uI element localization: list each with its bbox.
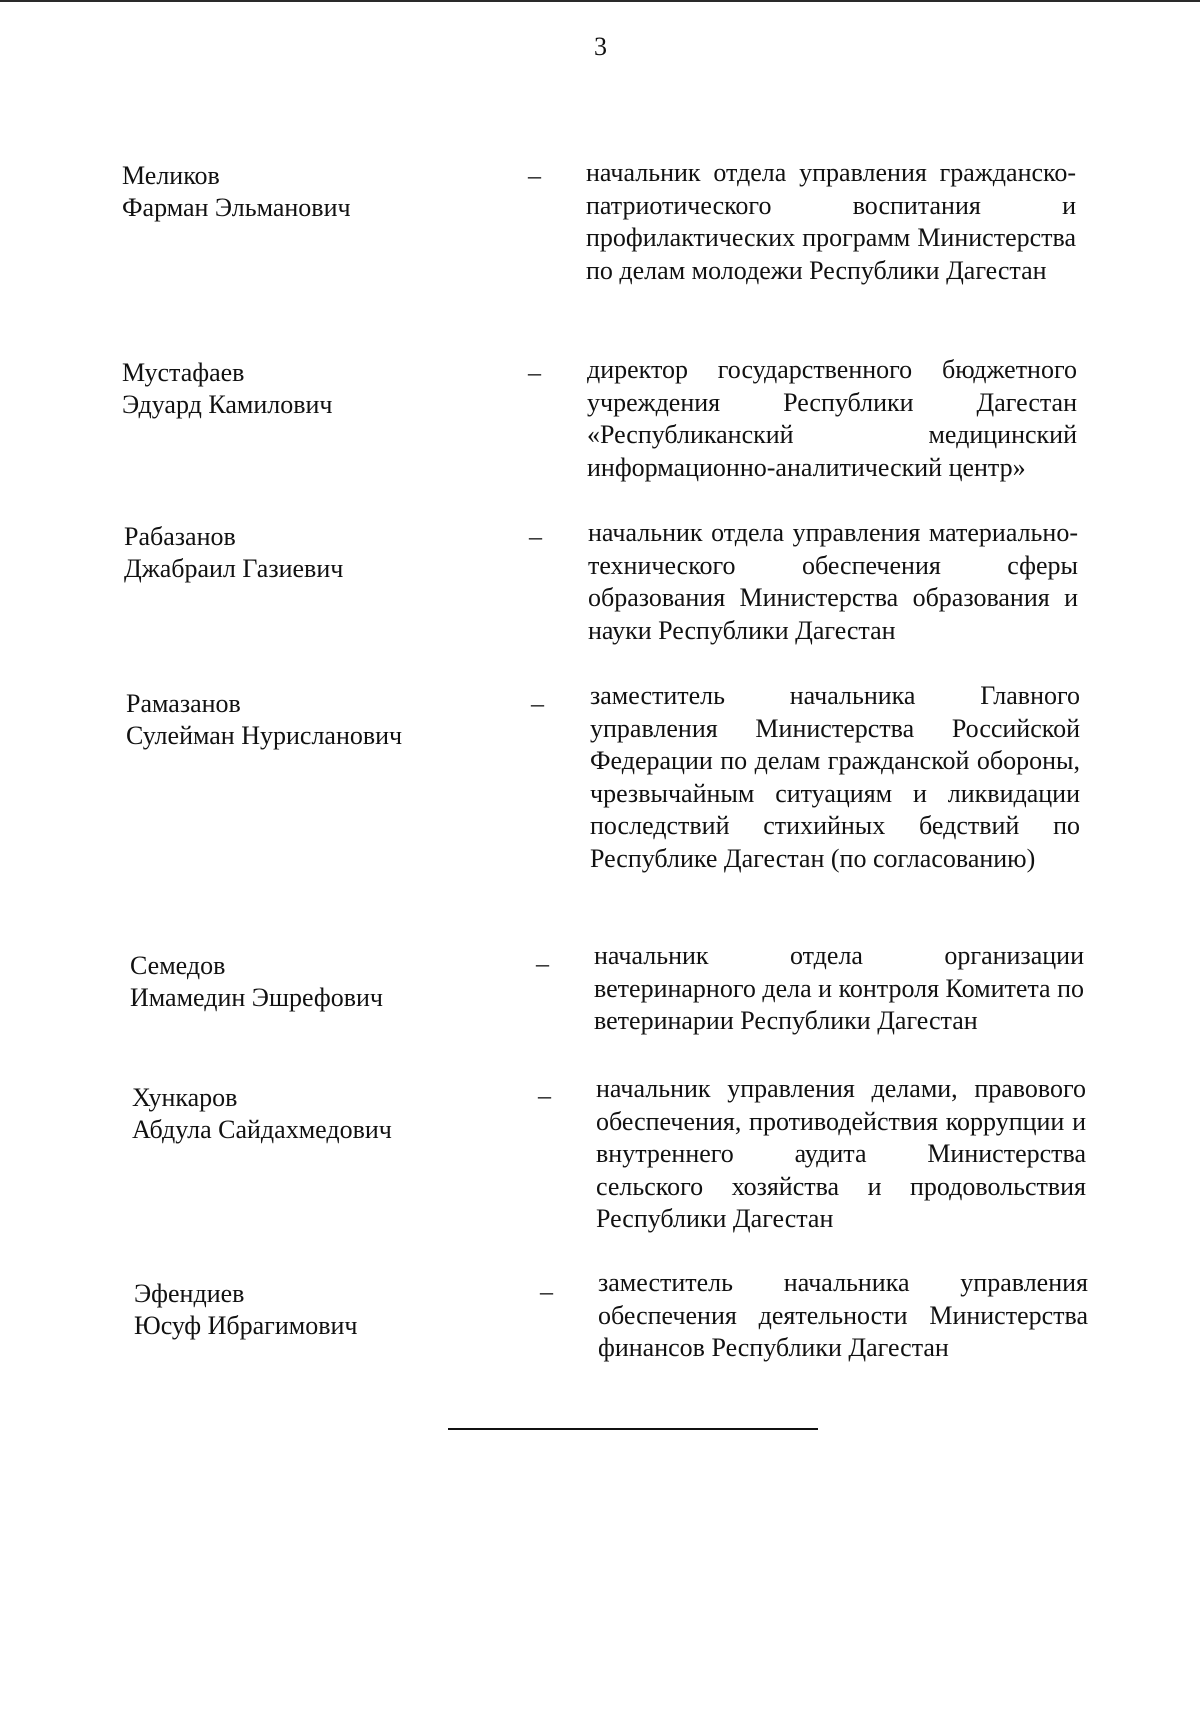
- entry-dash: –: [529, 522, 542, 551]
- person-name: [122, 160, 351, 224]
- person-given-names: Сулейман Нурисланович: [126, 721, 403, 750]
- person-given-names: Юсуф Ибрагимович: [134, 1311, 358, 1340]
- person-name: [126, 688, 402, 752]
- person-surname: Мустафаев: [122, 358, 245, 387]
- person-name: [132, 1082, 392, 1146]
- person-surname: Хункаров: [132, 1083, 238, 1112]
- entry-dash: –: [540, 1277, 553, 1306]
- person-position: начальник отдела организации ветеринарного дела и контроля Комитета по ветеринарии Республики Дагестан: [594, 941, 1085, 1035]
- person-given-names: Абдула Сайдахмедович: [132, 1115, 392, 1144]
- person-surname: Меликов: [122, 161, 220, 190]
- person-surname: Рамазанов: [126, 689, 241, 718]
- person-position: директор государственного бюджетного учреждения Республики Дагестан «Республиканский медицинский информационно-аналитический центр»: [587, 355, 1077, 482]
- person-name: [134, 1278, 357, 1342]
- person-name: [124, 521, 343, 585]
- entry-dash: –: [538, 1081, 551, 1110]
- person-given-names: Джабраил Газиевич: [124, 554, 344, 583]
- person-position: начальник отдела управления материально-технического обеспечения сферы образования Министерства образования и науки Республики Дагестан: [588, 518, 1078, 645]
- person-position: заместитель начальника управления обеспечения деятельности Министерства финансов Республики Дагестан: [598, 1268, 1088, 1362]
- person-surname: Семедов: [130, 951, 226, 980]
- entry-dash: –: [536, 949, 549, 978]
- person-name: [122, 357, 332, 421]
- page-number: 3: [594, 32, 607, 61]
- person-surname: Эфендиев: [134, 1279, 245, 1308]
- person-given-names: Эдуард Камилович: [122, 390, 333, 419]
- person-surname: Рабазанов: [124, 522, 236, 551]
- person-position: начальник отдела управления гражданско-патриотического воспитания и профилактических программ Министерства по делам молодежи Республики Дагестан: [586, 158, 1076, 285]
- person-position: заместитель начальника Главного управления Министерства Российской Федерации по делам гражданской обороны, чрезвычайным ситуациям и ликвидации последствий стихийных бедствий по Республике Дагестан (по согласованию): [590, 681, 1080, 873]
- entry-dash: –: [528, 161, 541, 190]
- entry-dash: –: [528, 358, 541, 387]
- closing-divider-line: [448, 1428, 818, 1430]
- person-position: начальник управления делами, правового обеспечения, противодействия коррупции и внутреннего аудита Министерства сельского хозяйства и продовольствия Республики Дагестан: [596, 1074, 1086, 1233]
- person-name: [130, 950, 383, 1014]
- page-top-edge: [0, 0, 1200, 2]
- person-given-names: Имамедин Эшрефович: [130, 983, 383, 1012]
- entry-dash: –: [531, 689, 544, 718]
- person-given-names: Фарман Эльманович: [122, 193, 351, 222]
